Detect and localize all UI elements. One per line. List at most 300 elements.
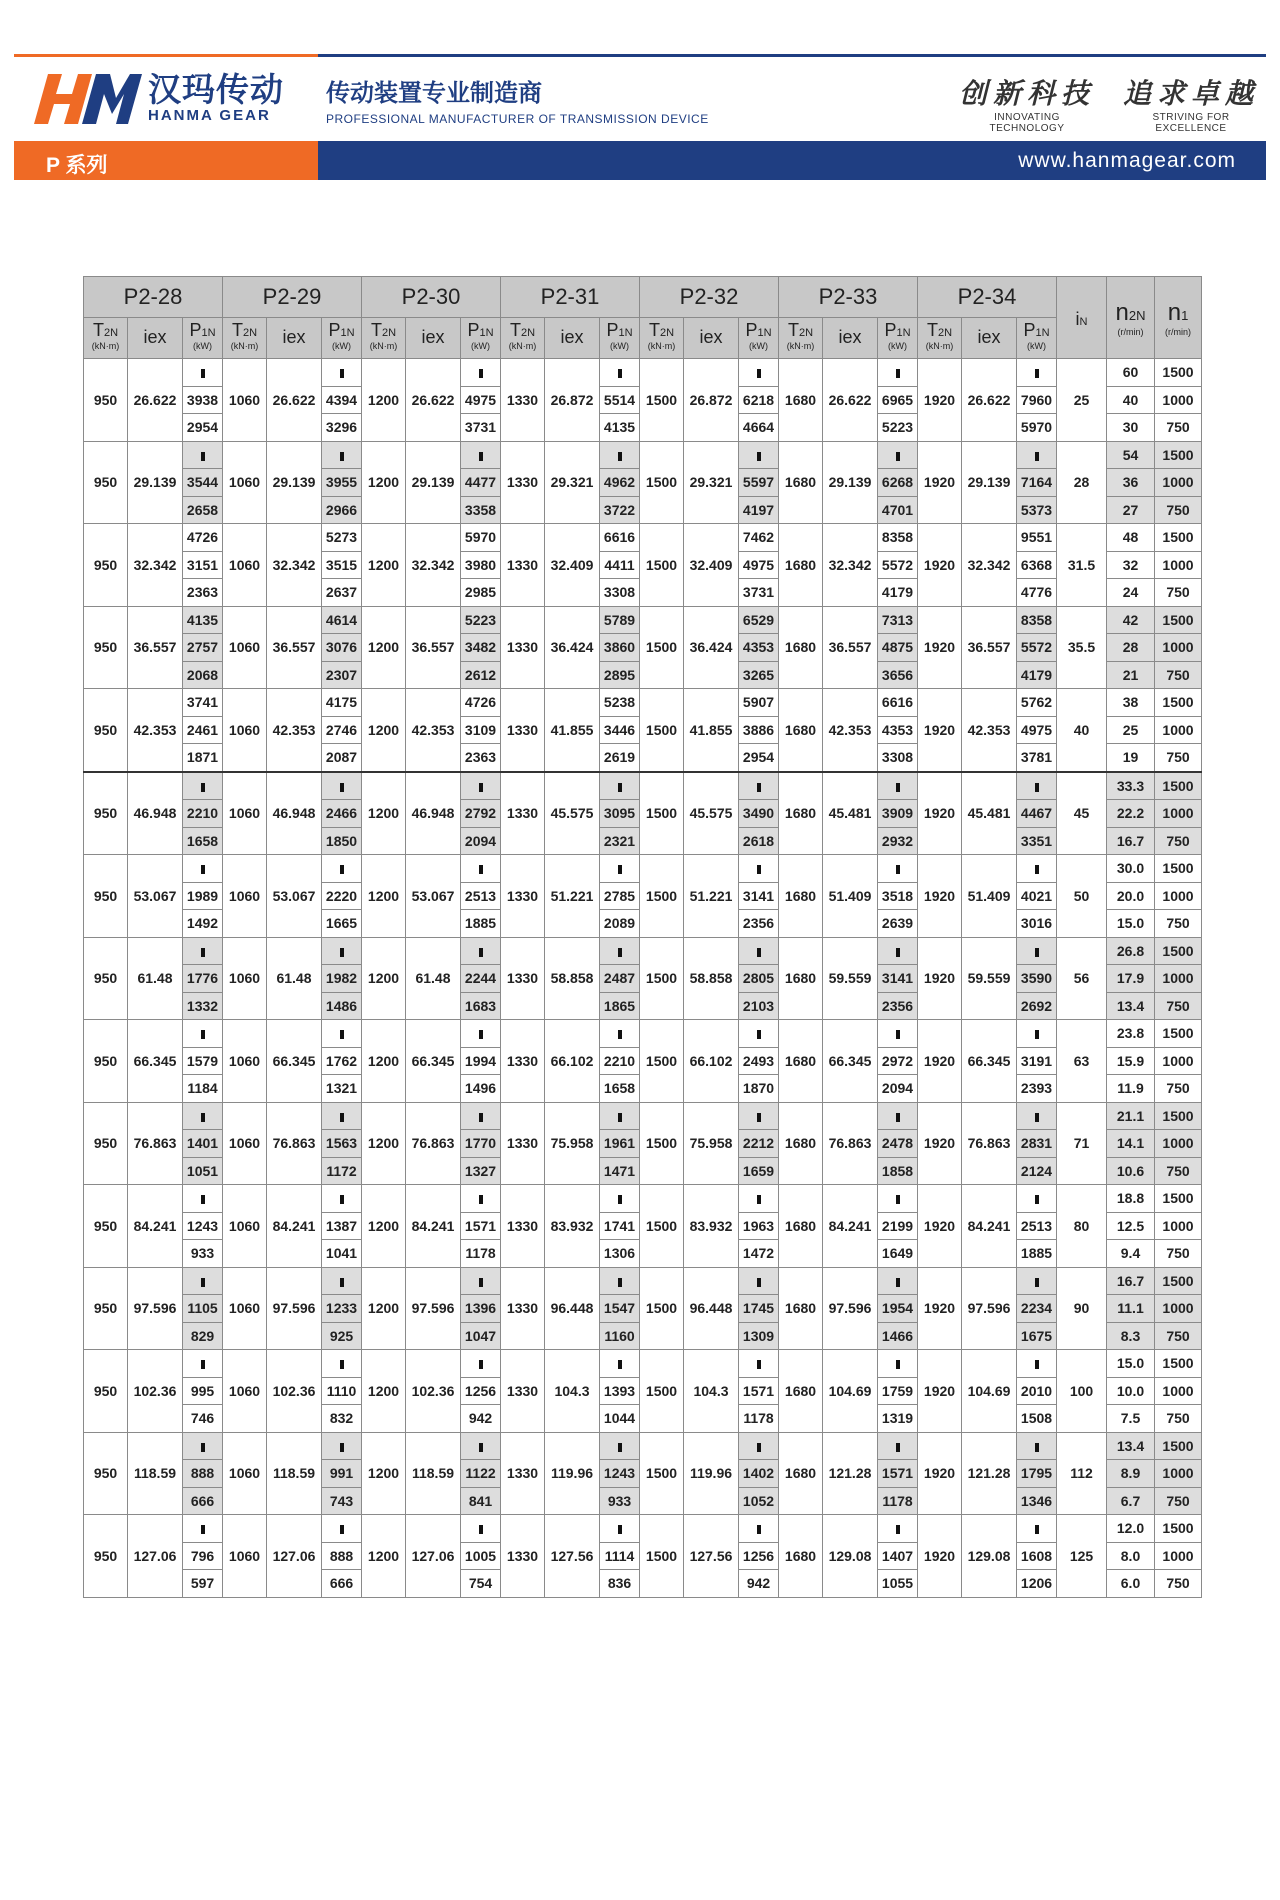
- p1n-cell: 4353: [739, 634, 779, 662]
- not-available-marker-icon: [757, 1443, 761, 1452]
- p1n-header-symbol: P: [745, 319, 758, 340]
- t2n-header: [223, 318, 267, 359]
- p1n-cell: [600, 359, 640, 387]
- n2n-cell: 10.0: [1107, 1377, 1155, 1405]
- p1n-cell: 1675: [1017, 1322, 1057, 1350]
- iex-header-symbol: iex: [699, 327, 723, 347]
- not-available-marker-icon: [1035, 1195, 1039, 1204]
- p1n-cell: [461, 1267, 501, 1295]
- t2n-cell: 1920: [918, 1515, 962, 1598]
- not-available-marker-icon: [1035, 1525, 1039, 1534]
- t2n-cell: 1060: [223, 1350, 267, 1433]
- p1n-cell: 5223: [461, 606, 501, 634]
- iex-cell: 32.409: [545, 524, 600, 607]
- n1-cell: 1000: [1155, 716, 1202, 744]
- not-available-marker-icon: [340, 1113, 344, 1122]
- p1n-cell: 2985: [461, 579, 501, 607]
- iex-cell: 75.958: [684, 1102, 739, 1185]
- t2n-cell: 1060: [223, 1020, 267, 1103]
- t2n-cell: 1920: [918, 1020, 962, 1103]
- iex-header-symbol: iex: [977, 327, 1001, 347]
- p1n-cell: 2619: [600, 744, 640, 772]
- n1-cell: 1500: [1155, 524, 1202, 552]
- p1n-cell: [878, 937, 918, 965]
- p1n-cell: [183, 1350, 223, 1378]
- p1n-cell: 6965: [878, 386, 918, 414]
- p1n-cell: 5789: [600, 606, 640, 634]
- p1n-cell: 3308: [878, 744, 918, 772]
- table-row: [84, 689, 1202, 717]
- p1n-cell: [739, 1267, 779, 1295]
- p1n-cell: 1871: [183, 744, 223, 772]
- p1n-cell: [183, 1020, 223, 1048]
- t2n-cell: 1060: [223, 524, 267, 607]
- iex-cell: 129.08: [823, 1515, 878, 1598]
- p1n-cell: 829: [183, 1322, 223, 1350]
- p1n-cell: 1961: [600, 1130, 640, 1158]
- iex-cell: 32.342: [128, 524, 183, 607]
- iex-cell: 32.409: [684, 524, 739, 607]
- p1n-cell: 1762: [322, 1047, 362, 1075]
- t2n-cell: 1200: [362, 359, 406, 442]
- p1n-cell: 2513: [1017, 1212, 1057, 1240]
- p1n-cell: 3590: [1017, 965, 1057, 993]
- p1n-cell: 1579: [183, 1047, 223, 1075]
- t2n-cell: 1330: [501, 1102, 545, 1185]
- not-available-marker-icon: [201, 452, 205, 461]
- n2n-cell: 8.3: [1107, 1322, 1155, 1350]
- not-available-marker-icon: [340, 1278, 344, 1287]
- p1n-cell: 2895: [600, 661, 640, 689]
- p1n-cell: [600, 1102, 640, 1130]
- t2n-cell: 1920: [918, 689, 962, 772]
- top-rule-orange: [14, 54, 318, 57]
- p1n-cell: 4179: [878, 579, 918, 607]
- p1n-cell: [739, 1515, 779, 1543]
- iex-cell: 61.48: [406, 937, 461, 1020]
- t2n-cell: 950: [84, 1102, 128, 1185]
- p1n-cell: [600, 441, 640, 469]
- table-row: [84, 1432, 1202, 1460]
- not-available-marker-icon: [201, 1278, 205, 1287]
- model-header: P2-34: [918, 277, 1057, 318]
- p1n-cell: 1327: [461, 1157, 501, 1185]
- t2n-cell: 1920: [918, 1102, 962, 1185]
- iex-cell: 84.241: [406, 1185, 461, 1268]
- p1n-cell: 2639: [878, 910, 918, 938]
- t2n-header-symbol: T: [787, 319, 799, 340]
- p1n-cell: [1017, 1515, 1057, 1543]
- p1n-cell: 1795: [1017, 1460, 1057, 1488]
- t2n-cell: 1060: [223, 1102, 267, 1185]
- iex-cell: 84.241: [128, 1185, 183, 1268]
- iex-cell: 97.596: [962, 1267, 1017, 1350]
- n2n-cell: 8.0: [1107, 1542, 1155, 1570]
- t2n-cell: 950: [84, 937, 128, 1020]
- n2n-header-symbol: n: [1115, 298, 1129, 326]
- t2n-cell: 1500: [640, 1020, 684, 1103]
- n1-cell: 1500: [1155, 937, 1202, 965]
- p1n-cell: [1017, 937, 1057, 965]
- table-row: [84, 772, 1202, 800]
- tagline-en: PROFESSIONAL MANUFACTURER OF TRANSMISSION DEVICE: [326, 112, 709, 126]
- p1n-cell: [1017, 855, 1057, 883]
- not-available-marker-icon: [479, 948, 483, 957]
- iex-cell: 58.858: [684, 937, 739, 1020]
- t2n-cell: 1500: [640, 524, 684, 607]
- p1n-cell: 1105: [183, 1295, 223, 1323]
- iex-cell: 41.855: [545, 689, 600, 772]
- not-available-marker-icon: [340, 369, 344, 378]
- p1n-cell: 4726: [461, 689, 501, 717]
- iex-cell: 26.872: [684, 359, 739, 442]
- not-available-marker-icon: [201, 783, 205, 792]
- iex-cell: 118.59: [128, 1432, 183, 1515]
- t2n-cell: 1330: [501, 441, 545, 524]
- p1n-cell: 1114: [600, 1542, 640, 1570]
- n1-cell: 1000: [1155, 882, 1202, 910]
- p1n-cell: 1172: [322, 1157, 362, 1185]
- iex-header-symbol: iex: [560, 327, 584, 347]
- not-available-marker-icon: [757, 783, 761, 792]
- iex-cell: 46.948: [128, 772, 183, 855]
- iex-cell: 32.342: [406, 524, 461, 607]
- p1n-cell: 2513: [461, 882, 501, 910]
- p1n-cell: [461, 937, 501, 965]
- p1n-header-unit: (kW): [610, 340, 629, 351]
- not-available-marker-icon: [201, 1443, 205, 1452]
- p1n-cell: 1346: [1017, 1487, 1057, 1515]
- n2n-cell: 26.8: [1107, 937, 1155, 965]
- p1n-cell: 3265: [739, 661, 779, 689]
- p1n-cell: 4135: [183, 606, 223, 634]
- p1n-cell: 888: [322, 1542, 362, 1570]
- p1n-cell: 1256: [461, 1377, 501, 1405]
- iex-cell: 32.342: [267, 524, 322, 607]
- n1-header: [1155, 277, 1202, 359]
- not-available-marker-icon: [757, 948, 761, 957]
- t2n-header-subscript: 2N: [937, 326, 953, 339]
- p1n-cell: 5373: [1017, 496, 1057, 524]
- p1n-cell: 3308: [600, 579, 640, 607]
- iex-cell: 75.958: [545, 1102, 600, 1185]
- p1n-cell: 2954: [183, 414, 223, 442]
- n1-cell: 1000: [1155, 1295, 1202, 1323]
- n1-cell: 1500: [1155, 1185, 1202, 1213]
- p1n-cell: 8358: [1017, 606, 1057, 634]
- iex-cell: 102.36: [267, 1350, 322, 1433]
- t2n-cell: 1500: [640, 359, 684, 442]
- p1n-cell: [600, 1515, 640, 1543]
- t2n-cell: 1500: [640, 1267, 684, 1350]
- motto-striving-en: STRIVING FOR EXCELLENCE: [1152, 112, 1230, 134]
- t2n-cell: 1330: [501, 1515, 545, 1598]
- iex-header: [684, 318, 739, 359]
- p1n-cell: 933: [600, 1487, 640, 1515]
- iex-cell: 53.067: [128, 855, 183, 938]
- n1-cell: 1500: [1155, 1515, 1202, 1543]
- not-available-marker-icon: [896, 1278, 900, 1287]
- n1-cell: 750: [1155, 744, 1202, 772]
- iex-cell: 41.855: [684, 689, 739, 772]
- p1n-header-unit: (kW): [471, 340, 490, 351]
- n1-cell: 1000: [1155, 800, 1202, 828]
- t2n-cell: 1920: [918, 441, 962, 524]
- t2n-header-unit: (kN·m): [369, 340, 398, 351]
- p1n-cell: 7164: [1017, 469, 1057, 497]
- iex-cell: 76.863: [267, 1102, 322, 1185]
- p1n-cell: 1770: [461, 1130, 501, 1158]
- not-available-marker-icon: [201, 1030, 205, 1039]
- p1n-cell: [461, 1515, 501, 1543]
- n2n-cell: 20.0: [1107, 882, 1155, 910]
- iex-cell: 96.448: [684, 1267, 739, 1350]
- p1n-cell: 5970: [461, 524, 501, 552]
- website-link[interactable]: www.hanmagear.com: [1018, 149, 1236, 172]
- n2n-cell: 48: [1107, 524, 1155, 552]
- p1n-cell: 1041: [322, 1240, 362, 1268]
- p1n-cell: 1963: [739, 1212, 779, 1240]
- p1n-cell: 3886: [739, 716, 779, 744]
- iex-cell: 61.48: [128, 937, 183, 1020]
- t2n-cell: 1680: [779, 1185, 823, 1268]
- p1n-cell: [461, 772, 501, 800]
- iex-cell: 59.559: [962, 937, 1017, 1020]
- not-available-marker-icon: [340, 1525, 344, 1534]
- iex-cell: 42.353: [406, 689, 461, 772]
- in-cell: 71: [1057, 1102, 1107, 1185]
- t2n-cell: 950: [84, 772, 128, 855]
- iex-cell: 118.59: [406, 1432, 461, 1515]
- p1n-cell: 2757: [183, 634, 223, 662]
- p1n-cell: 1401: [183, 1130, 223, 1158]
- p1n-header-subscript: 1N: [340, 326, 355, 339]
- n1-cell: 750: [1155, 1157, 1202, 1185]
- not-available-marker-icon: [896, 865, 900, 874]
- iex-header: [267, 318, 322, 359]
- not-available-marker-icon: [618, 1195, 622, 1204]
- n2n-cell: 30.0: [1107, 855, 1155, 883]
- p1n-cell: 3151: [183, 551, 223, 579]
- t2n-cell: 1920: [918, 1350, 962, 1433]
- t2n-cell: 1330: [501, 359, 545, 442]
- iex-header: [823, 318, 878, 359]
- iex-cell: 119.96: [684, 1432, 739, 1515]
- p1n-cell: 1306: [600, 1240, 640, 1268]
- p1n-cell: [183, 1515, 223, 1543]
- p1n-cell: [322, 1185, 362, 1213]
- p1n-cell: 2212: [739, 1130, 779, 1158]
- not-available-marker-icon: [896, 1113, 900, 1122]
- p1n-cell: 2487: [600, 965, 640, 993]
- p1n-cell: [878, 441, 918, 469]
- p1n-cell: 4975: [461, 386, 501, 414]
- not-available-marker-icon: [340, 783, 344, 792]
- not-available-marker-icon: [896, 948, 900, 957]
- p1n-cell: 6368: [1017, 551, 1057, 579]
- p1n-cell: 2658: [183, 496, 223, 524]
- iex-cell: 26.622: [823, 359, 878, 442]
- not-available-marker-icon: [896, 1030, 900, 1039]
- t2n-header-symbol: T: [509, 319, 521, 340]
- in-cell: 50: [1057, 855, 1107, 938]
- p1n-cell: 6616: [878, 689, 918, 717]
- n2n-cell: 22.2: [1107, 800, 1155, 828]
- iex-cell: 76.863: [406, 1102, 461, 1185]
- t2n-cell: 1200: [362, 1432, 406, 1515]
- p1n-cell: [183, 1102, 223, 1130]
- brand: [148, 72, 284, 124]
- p1n-cell: 1885: [461, 910, 501, 938]
- p1n-cell: [322, 937, 362, 965]
- p1n-cell: 991: [322, 1460, 362, 1488]
- iex-cell: 53.067: [406, 855, 461, 938]
- p1n-cell: 5907: [739, 689, 779, 717]
- not-available-marker-icon: [1035, 865, 1039, 874]
- not-available-marker-icon: [618, 1030, 622, 1039]
- t2n-cell: 1200: [362, 1102, 406, 1185]
- series-title: P 系列: [46, 154, 108, 177]
- not-available-marker-icon: [618, 1113, 622, 1122]
- iex-cell: 26.622: [406, 359, 461, 442]
- n2n-cell: 15.0: [1107, 1350, 1155, 1378]
- in-header-symbol: i: [1075, 308, 1080, 329]
- iex-cell: 29.139: [128, 441, 183, 524]
- p1n-cell: [739, 937, 779, 965]
- p1n-cell: 597: [183, 1570, 223, 1598]
- p1n-cell: 5970: [1017, 414, 1057, 442]
- n1-cell: 750: [1155, 414, 1202, 442]
- not-available-marker-icon: [479, 369, 483, 378]
- iex-cell: 104.3: [545, 1350, 600, 1433]
- p1n-cell: 2466: [322, 800, 362, 828]
- n2n-cell: 16.7: [1107, 1267, 1155, 1295]
- p1n-cell: 1563: [322, 1130, 362, 1158]
- p1n-cell: 4467: [1017, 800, 1057, 828]
- t2n-cell: 1330: [501, 689, 545, 772]
- iex-cell: 45.575: [684, 772, 739, 855]
- t2n-header-unit: (kN·m): [925, 340, 954, 351]
- t2n-cell: 1060: [223, 772, 267, 855]
- p1n-cell: 2954: [739, 744, 779, 772]
- n1-cell: 750: [1155, 1570, 1202, 1598]
- p1n-cell: 2792: [461, 800, 501, 828]
- n2n-cell: 38: [1107, 689, 1155, 717]
- not-available-marker-icon: [618, 1360, 622, 1369]
- p1n-cell: 1005: [461, 1542, 501, 1570]
- iex-cell: 51.409: [962, 855, 1017, 938]
- p1n-cell: [878, 359, 918, 387]
- p1n-cell: 4664: [739, 414, 779, 442]
- p1n-cell: 4975: [1017, 716, 1057, 744]
- n1-cell: 1500: [1155, 1020, 1202, 1048]
- not-available-marker-icon: [896, 452, 900, 461]
- n2n-cell: 60: [1107, 359, 1155, 387]
- t2n-cell: 950: [84, 855, 128, 938]
- model-header: P2-29: [223, 277, 362, 318]
- t2n-cell: 1680: [779, 1267, 823, 1350]
- n1-cell: 750: [1155, 827, 1202, 855]
- t2n-cell: 1920: [918, 359, 962, 442]
- p1n-cell: 1982: [322, 965, 362, 993]
- t2n-header-subscript: 2N: [520, 326, 536, 339]
- t2n-cell: 1500: [640, 1185, 684, 1268]
- iex-cell: 127.06: [406, 1515, 461, 1598]
- t2n-header-subscript: 2N: [798, 326, 814, 339]
- p1n-cell: [600, 772, 640, 800]
- t2n-cell: 1680: [779, 855, 823, 938]
- p1n-cell: 4394: [322, 386, 362, 414]
- n2n-cell: 36: [1107, 469, 1155, 497]
- p1n-cell: [878, 772, 918, 800]
- p1n-cell: [739, 441, 779, 469]
- t2n-cell: 1680: [779, 772, 823, 855]
- n1-cell: 750: [1155, 579, 1202, 607]
- iex-header: [128, 318, 183, 359]
- iex-cell: 59.559: [823, 937, 878, 1020]
- p1n-cell: 3141: [739, 882, 779, 910]
- iex-cell: 58.858: [545, 937, 600, 1020]
- p1n-cell: 3955: [322, 469, 362, 497]
- n1-cell: 750: [1155, 910, 1202, 938]
- iex-cell: 36.424: [545, 606, 600, 689]
- not-available-marker-icon: [340, 865, 344, 874]
- p1n-cell: 3351: [1017, 827, 1057, 855]
- p1n-cell: [1017, 441, 1057, 469]
- p1n-cell: 2103: [739, 992, 779, 1020]
- p1n-cell: 1407: [878, 1542, 918, 1570]
- p1n-cell: [878, 1350, 918, 1378]
- iex-cell: 46.948: [406, 772, 461, 855]
- p1n-cell: 3095: [600, 800, 640, 828]
- n1-cell: 1500: [1155, 689, 1202, 717]
- p1n-cell: [600, 1432, 640, 1460]
- t2n-cell: 1200: [362, 1185, 406, 1268]
- not-available-marker-icon: [479, 1113, 483, 1122]
- n2n-cell: 40: [1107, 386, 1155, 414]
- n1-cell: 1000: [1155, 1047, 1202, 1075]
- iex-cell: 102.36: [406, 1350, 461, 1433]
- p1n-cell: 1649: [878, 1240, 918, 1268]
- p1n-cell: 3358: [461, 496, 501, 524]
- not-available-marker-icon: [618, 1443, 622, 1452]
- p1n-cell: 1850: [322, 827, 362, 855]
- p1n-cell: 4411: [600, 551, 640, 579]
- n2n-cell: 8.9: [1107, 1460, 1155, 1488]
- n1-header-unit: (r/min): [1165, 326, 1191, 337]
- not-available-marker-icon: [1035, 1113, 1039, 1122]
- iex-cell: 127.06: [128, 1515, 183, 1598]
- p1n-cell: 3490: [739, 800, 779, 828]
- in-cell: 63: [1057, 1020, 1107, 1103]
- p1n-cell: [600, 855, 640, 883]
- not-available-marker-icon: [896, 783, 900, 792]
- hanma-logo-icon: [32, 72, 144, 126]
- p1n-cell: 1865: [600, 992, 640, 1020]
- p1n-cell: [600, 1267, 640, 1295]
- p1n-cell: 3909: [878, 800, 918, 828]
- p1n-cell: [600, 937, 640, 965]
- iex-cell: 97.596: [823, 1267, 878, 1350]
- model-header: P2-32: [640, 277, 779, 318]
- table-row: [84, 524, 1202, 552]
- p1n-cell: 3722: [600, 496, 640, 524]
- t2n-header-subscript: 2N: [242, 326, 258, 339]
- t2n-header-unit: (kN·m): [647, 340, 676, 351]
- iex-cell: 84.241: [962, 1185, 1017, 1268]
- top-rule-blue: [318, 54, 1266, 57]
- iex-cell: 53.067: [267, 855, 322, 938]
